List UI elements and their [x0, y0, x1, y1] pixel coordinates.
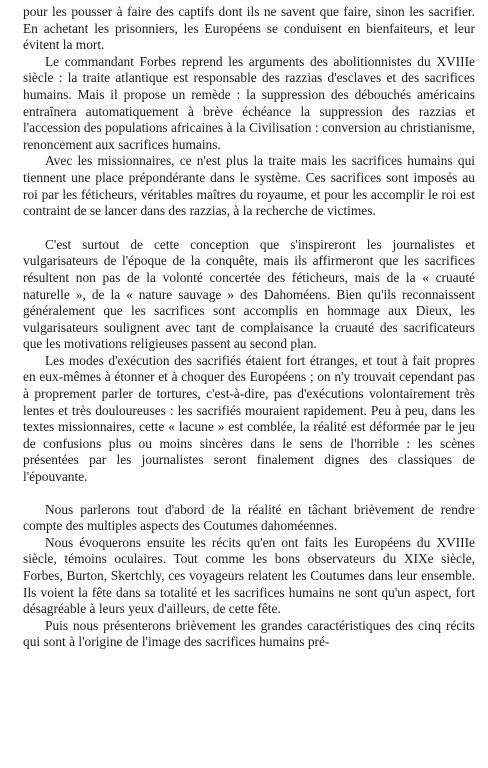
paragraph-captifs: pour les pousser à faire des captifs dont ils ne savent que faire, sinon les sacrifier. En achetant les prisonniers, les Européens se conduisent en bienfaiteurs, et leur évitent la mort.: [23, 4, 475, 53]
paragraph-modes-execution: Les modes d'exécution des sacrifiés étaient fort étranges, et tout à fait propres en eux-mêmes à étonner et à choquer des Européens ; on n'y trouvait cependant pas à proprement parler de tortures, c'est-à-dire, pas d'exécutions volontairement très lentes et très douloureuses : les sacrifiés mouraient rapidement. Peu à peu, dans les textes missionnaires, cette « lacune » est comblée, la réalité est déformée par le jeu de confusions plus ou moins sincères dans le sens de l'horrible : les scènes présentées par les journalistes seront finalement dignes des classiques de l'épouvante.: [23, 352, 475, 485]
paragraph-cinq-recits: Puis nous présenterons brièvement les grandes caractéristiques des cinq récits qui sont à l'origine de l'image des sacrifices humains pré-: [23, 617, 475, 650]
paragraph-forbes: Le commandant Forbes reprend les arguments des abolitionnistes du XVIIIe siècle : la traite atlantique est responsable des razzias d'esclaves et des sacrifices humains. Mais il propose un remède : la suppression des débouchés américains entraînera automatiquement à brève échéance la suppression des razzias et l'accession des populations africaines à la Civilisation : conversion au christianisme, renoncement aux sacrifices humains.: [23, 53, 475, 152]
section-break: [23, 220, 475, 237]
paragraph-missionnaires: Avec les missionnaires, ce n'est plus la traite mais les sacrifices humains qui tiennent une place prépondérante dans le système. Ces sacrifices sont imposés au roi par les féticheurs, véritables maîtres du royaume, et pour les accomplir le roi est contraint de se lancer dans des razzias, à la recherche de victimes.: [23, 153, 475, 219]
paragraph-recits: Nous évoquerons ensuite les récits qu'en ont faits les Européens du XVIIIe siècle, témoins oculaires. Tout comme les bons observateurs du XIXe siècle, Forbes, Burton, Skertchly, ces voyageurs relatent les Coutumes dans leur ensemble. Ils voient la fête dans sa totalité et les sacrifices humains ne sont qu'un aspect, fort désagréable à leurs yeux d'ailleurs, de cette fête.: [23, 534, 475, 617]
paragraph-journalistes: C'est surtout de cette conception que s'inspireront les journalistes et vulgarisateurs de l'époque de la conquête, mais ils affirmeront que les sacrifices résultent non pas de la volonté concertée des féticheurs, mais de la « cruauté naturelle », de la « nature sauvage » des Dahoméens. Bien qu'ils reconnaissent généralement que les sacrifices sont accomplis en hommage aux Dieux, les vulgarisateurs soulignent avec tant de complaisance la cruauté des sacrificateurs que les motivations religieuses passent au second plan.: [23, 236, 475, 352]
paragraph-realite: Nous parlerons tout d'abord de la réalité en tâchant brièvement de rendre compte des multiples aspects des Coutumes dahoméennes.: [23, 501, 475, 534]
document-page: [23, 4, 475, 651]
section-break: [23, 486, 475, 502]
